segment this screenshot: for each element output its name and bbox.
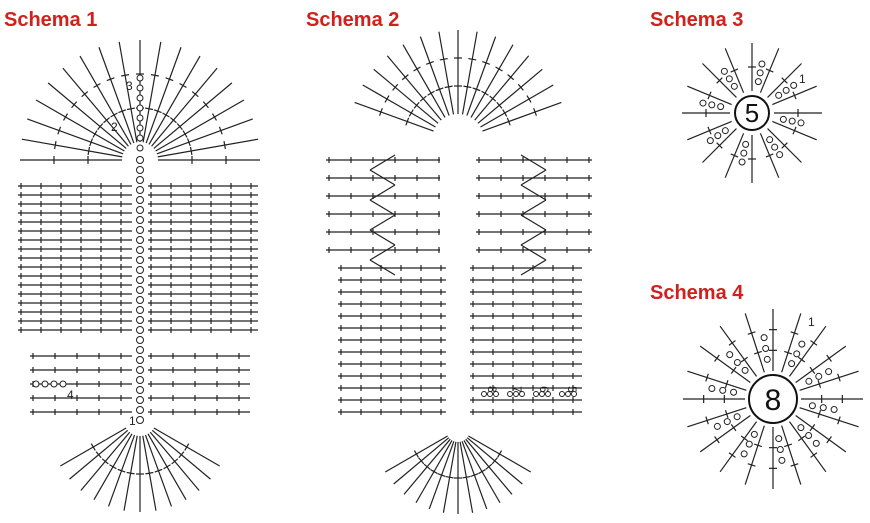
center-chain-stitch	[137, 207, 144, 214]
stitch-spoke	[687, 371, 746, 390]
center-chain-stitch	[137, 347, 144, 354]
chain-stitch	[757, 70, 763, 76]
stitch-crossbar	[185, 444, 189, 451]
chain-stitch	[759, 61, 765, 67]
stitch-crossbar	[55, 141, 56, 149]
chain-stitch	[718, 104, 724, 110]
center-chain-stitch	[137, 287, 144, 294]
stitch-crossbar	[798, 436, 804, 441]
stitch-crossbar	[145, 108, 153, 109]
chain-stitch	[767, 137, 773, 143]
center-chain-stitch	[137, 307, 144, 314]
stitch-crossbar	[715, 355, 720, 361]
stitch-crossbar	[409, 110, 413, 117]
chain-stitch	[763, 346, 769, 352]
stitch-crossbar	[414, 451, 418, 458]
center-chain-stitch	[137, 277, 144, 284]
center-chain-stitch	[137, 387, 144, 394]
chain-stitch	[727, 352, 733, 358]
center-chain-stitch	[137, 357, 144, 364]
chain-stitch	[722, 128, 728, 134]
stitch-crossbar	[127, 472, 135, 473]
schema-1-title: Schema 1	[4, 9, 98, 31]
chain-stitch	[720, 387, 726, 393]
chain-stitch	[721, 68, 727, 74]
chain-stitch	[726, 76, 732, 82]
chain-stitch	[826, 369, 832, 375]
chain-stitch	[709, 102, 715, 108]
chain-stitch	[789, 361, 795, 367]
schema-4-center-label: 8	[764, 384, 782, 417]
stitch-crossbar	[798, 357, 804, 362]
center-chain-stitch	[137, 417, 144, 424]
stitch-crossbar	[729, 453, 735, 458]
chain-stitch	[820, 405, 826, 411]
stitch-crossbar	[827, 355, 832, 361]
stitch-crossbar	[64, 114, 68, 121]
chain-stitch	[779, 457, 785, 463]
stitch-crossbar	[91, 444, 95, 451]
stitch-crossbar	[811, 341, 817, 346]
chain-stitch	[794, 351, 800, 357]
stitch-crossbar	[385, 96, 389, 103]
chain-stitch	[798, 120, 804, 126]
stitch-crossbar	[741, 357, 747, 362]
stitch-spoke	[463, 32, 478, 115]
schema-1-row-label: 4	[67, 388, 74, 402]
chain-stitch	[741, 451, 747, 457]
chain-stitch	[137, 135, 143, 141]
stitch-crossbar	[503, 110, 507, 117]
stitch-crossbar	[127, 108, 135, 109]
chain-stitch	[731, 83, 737, 89]
stitch-crossbar	[224, 141, 225, 149]
schema-2-title: Schema 2	[306, 9, 400, 31]
stitch-crossbar	[496, 67, 503, 71]
schema-2-diagram	[326, 30, 592, 514]
chain-stitch	[715, 133, 721, 139]
increase-v	[370, 215, 395, 230]
increase-v	[521, 215, 546, 230]
stitch-spoke	[439, 32, 454, 115]
chain-stitch	[809, 403, 815, 409]
chain-stitch	[709, 386, 715, 392]
chain-stitch	[806, 433, 812, 439]
stitch-crossbar	[445, 86, 453, 87]
stitch-crossbar	[151, 75, 159, 76]
increase-v	[521, 155, 546, 170]
stitch-spoke	[745, 313, 764, 372]
chain-stitch	[137, 85, 143, 91]
center-chain-stitch	[137, 367, 144, 374]
schema-3-row-label: 1	[799, 72, 806, 86]
center-chain-stitch	[137, 167, 144, 174]
stitch-crossbar	[145, 472, 153, 473]
chain-stitch	[783, 87, 789, 93]
increase-v	[370, 185, 395, 200]
chain-stitch	[755, 79, 761, 85]
chain-stitch	[734, 359, 740, 365]
chain-stitch	[777, 152, 783, 158]
chain-stitch	[137, 125, 143, 131]
stitch-crossbar	[88, 147, 89, 155]
stitch-crossbar	[827, 437, 832, 443]
schema-2-row-label: 7	[510, 386, 524, 393]
stitch-crossbar	[431, 470, 438, 474]
center-chain-stitch	[137, 327, 144, 334]
stitch-crossbar	[94, 84, 101, 88]
stitch-crossbar	[111, 113, 118, 117]
chain-stitch	[731, 389, 737, 395]
chain-stitch	[772, 144, 778, 150]
stitch-crossbar	[527, 96, 531, 103]
center-chain-stitch	[137, 317, 144, 324]
schema-1-row-label: 1	[129, 414, 136, 428]
chain-stitch	[707, 138, 713, 144]
schema-1-row-label: 3	[126, 79, 133, 93]
stitch-spoke	[800, 408, 859, 427]
chain-stitch	[806, 378, 812, 384]
center-chain-stitch	[137, 187, 144, 194]
chain-stitch	[51, 381, 57, 387]
center-chain-stitch	[137, 257, 144, 264]
center-chain-stitch	[137, 197, 144, 204]
stitch-crossbar	[212, 114, 216, 121]
chain-stitch	[789, 118, 795, 124]
chain-stitch	[33, 381, 39, 387]
schema-2-row-label: 5	[565, 386, 579, 393]
stitch-crossbar	[446, 477, 454, 478]
chain-stitch	[741, 150, 747, 156]
stitch-crossbar	[183, 131, 187, 138]
center-chain-stitch	[137, 247, 144, 254]
schema-3-center-label: 5	[744, 98, 760, 128]
center-chain-stitch	[137, 297, 144, 304]
chain-stitch	[714, 423, 720, 429]
chain-stitch	[799, 341, 805, 347]
chain-stitch	[60, 381, 66, 387]
center-chain-stitch	[137, 157, 144, 164]
chain-stitch	[764, 356, 770, 362]
stitch-crossbar	[191, 147, 192, 155]
stitch-crossbar	[163, 113, 170, 117]
increase-v	[521, 245, 546, 260]
chain-stitch	[137, 115, 143, 121]
chain-stitch	[831, 406, 837, 412]
chain-stitch	[776, 92, 782, 98]
center-chain-stitch	[137, 177, 144, 184]
stitch-spoke	[355, 102, 434, 131]
chain-stitch	[780, 116, 786, 122]
schema-1-row-label: 2	[111, 120, 118, 134]
stitch-crossbar	[180, 84, 187, 88]
stitch-spoke	[782, 426, 801, 485]
stitch-spoke	[467, 37, 496, 116]
chain-stitch	[816, 373, 822, 379]
chain-stitch	[776, 436, 782, 442]
chain-stitch	[777, 446, 783, 452]
stitch-crossbar	[468, 59, 476, 60]
chain-stitch	[137, 105, 143, 111]
center-chain-stitch	[137, 217, 144, 224]
chain-stitch	[724, 419, 730, 425]
schema-2-row-label: 6	[537, 386, 551, 393]
chain-stitch	[742, 367, 748, 373]
center-chain-stitch	[137, 267, 144, 274]
stitch-crossbar	[498, 451, 502, 458]
center-chain-stitch	[137, 227, 144, 234]
chain-stitch	[746, 441, 752, 447]
increase-v	[370, 155, 395, 170]
stitch-spoke	[482, 102, 561, 131]
schema-4-row-label: 1	[808, 315, 815, 329]
center-chain-stitch	[137, 337, 144, 344]
schema-4-title: Schema 4	[650, 282, 744, 304]
stitch-crossbar	[479, 470, 486, 474]
schema-3-title: Schema 3	[650, 9, 744, 31]
stitch-crossbar	[93, 131, 97, 138]
chain-stitch	[791, 82, 797, 88]
stitch-crossbar	[810, 367, 815, 373]
chain-stitch	[560, 392, 565, 397]
stitch-crossbar	[462, 477, 470, 478]
increase-v	[521, 185, 546, 200]
schema-1-diagram	[18, 40, 260, 512]
stitch-crossbar	[440, 59, 448, 60]
chain-stitch	[739, 159, 745, 165]
stitch-crossbar	[482, 91, 489, 95]
chain-stitch	[137, 75, 143, 81]
increase-v	[370, 200, 395, 215]
chain-stitch	[137, 145, 143, 151]
chain-stitch	[813, 440, 819, 446]
stitch-crossbar	[731, 424, 736, 430]
chain-stitch	[734, 414, 740, 420]
stitch-crossbar	[121, 75, 129, 76]
stitch-crossbar	[428, 91, 435, 95]
chain-stitch	[137, 95, 143, 101]
stitch-crossbar	[729, 341, 735, 346]
stitch-crossbar	[110, 465, 117, 469]
increase-v	[370, 245, 395, 260]
increase-v	[521, 200, 546, 215]
chain-stitch	[42, 381, 48, 387]
stitch-crossbar	[811, 453, 817, 458]
chain-stitch	[798, 425, 804, 431]
stitch-crossbar	[164, 465, 171, 469]
stitch-crossbar	[731, 367, 736, 373]
center-chain-stitch	[137, 377, 144, 384]
stitch-crossbar	[810, 424, 815, 430]
chain-stitch	[761, 335, 767, 341]
center-chain-stitch	[137, 237, 144, 244]
chain-stitch	[743, 141, 749, 147]
stitch-crossbar	[715, 437, 720, 443]
center-chain-stitch	[137, 397, 144, 404]
stitch-crossbar	[741, 436, 747, 441]
stitch-crossbar	[414, 67, 421, 71]
center-chain-stitch	[137, 407, 144, 414]
schema-2-row-label: 8	[485, 386, 499, 393]
chain-stitch	[751, 431, 757, 437]
chain-stitch	[700, 100, 706, 106]
stitch-spoke	[420, 37, 449, 116]
stitch-crossbar	[463, 86, 471, 87]
